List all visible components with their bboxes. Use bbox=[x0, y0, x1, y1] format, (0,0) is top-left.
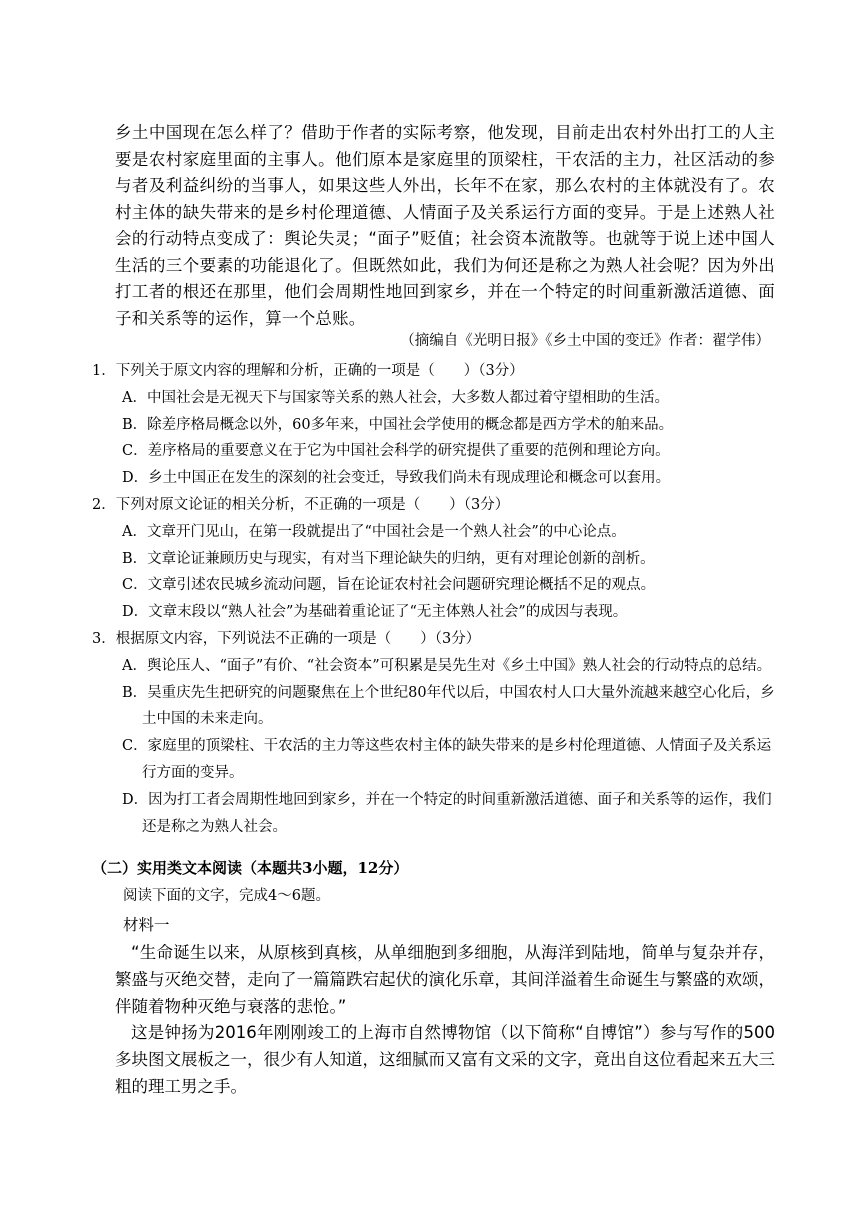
instruction-text: 阅读下面的文字，完成4～6题。 bbox=[123, 888, 330, 904]
question-1 bbox=[92, 358, 782, 492]
option-a[interactable]: A．中国社会是无视天下与国家等关系的熟人社会，大多数人都过着守望相助的生活。 bbox=[122, 389, 669, 406]
source-citation: （摘编自《光明日报》《乡土中国的变迁》作者：翟学伟） bbox=[400, 333, 770, 349]
option-d[interactable]: D．文章末段以“熟人社会”为基础着重论证了“无主体熟人社会”的成因与表现。 bbox=[122, 604, 628, 621]
question-list bbox=[92, 358, 782, 840]
option-b[interactable]: B．除差序格局概念以外，60多年来，中国社会学使用的概念都是西方学术的舶来品。 bbox=[122, 416, 674, 433]
question-stem: 3．根据原文内容，下列说法不正确的一项是（ ）（3分） bbox=[92, 630, 481, 647]
question-2 bbox=[92, 492, 782, 626]
body-paragraph: “生命诞生以来，从原核到真核，从单细胞到多细胞，从海洋到陆地，简单与复杂并存，繁盛与灭绝交替，走向了一篇篇跌宕起伏的演化乐章，其间洋溢着生命诞生与繁盛的欢颂，伴随着物种灭绝与衰落的悲怆。” bbox=[115, 943, 775, 1016]
option-d[interactable]: D．乡土中国正在发生的深刻的社会变迁，导致我们尚未有现成理论和概念可以套用。 bbox=[122, 470, 671, 487]
option-b[interactable]: B．吴重庆先生把研究的问题聚焦在上个世纪80年代以后，中国农村人口大量外流越来越空心化后，乡土中国的未来走向。 bbox=[122, 684, 775, 728]
question-3 bbox=[92, 626, 782, 840]
intro-paragraph: 乡土中国现在怎么样了？借助于作者的实际考察，他发现，目前走出农村外出打工的人主要是农村家庭里面的主事人。他们原本是家庭里的顶梁柱，干农活的主力，社区活动的参与者及利益纠纷的当事人，如果这些人外出，长年不在家，那么农村的主体就没有了。农村主体的缺失带来的是乡村伦理道德、人情面子及关系运行方面的变异。于是上述熟人社会的行动特点变成了：舆论失灵；“面子”贬值；社会资本流散等。也就等于说上述中国人生活的三个要素的功能退化了。但既然如此，我们为何还是称之为熟人社会呢？因为外出打工者的根还在那里，他们会周期性地回到家乡，并在一个特定的时间重新激活道德、面子和关系等的运作，算一个总账。 bbox=[115, 123, 775, 328]
question-stem: 1．下列关于原文内容的理解和分析，正确的一项是（ ）（3分） bbox=[92, 363, 524, 379]
option-a[interactable]: A．舆论压人、“面子”有价、“社会资本”可积累是吴先生对《乡土中国》熟人社会的行动特点的总结。 bbox=[122, 657, 772, 674]
option-c[interactable]: C．文章引述农民城乡流动问题，旨在论证农村社会问题研究理论概括不足的观点。 bbox=[122, 577, 656, 594]
material-title: 材料一 bbox=[123, 916, 170, 934]
option-a[interactable]: A．文章开门见山，在第一段就提出了“中国社会是一个熟人社会”的中心论点。 bbox=[122, 523, 626, 540]
question-stem: 2．下列对原文论证的相关分析，不正确的一项是（ ）（3分） bbox=[92, 496, 510, 513]
option-c[interactable]: C．家庭里的顶梁柱、干农活的主力等这些农村主体的缺失带来的是乡村伦理道德、人情面子及关系运行方面的变异。 bbox=[122, 738, 772, 781]
section-heading: （二）实用类文本阅读（本题共3小题，12分） bbox=[92, 859, 409, 877]
option-b[interactable]: B．文章论证兼顾历史与现实，有对当下理论缺失的归纳，更有对理论创新的剖析。 bbox=[122, 550, 655, 567]
option-d[interactable]: D．因为打工者会周期性地回到家乡，并在一个特定的时间重新激活道德、面子和关系等的运作，我们还是称之为熟人社会。 bbox=[122, 791, 772, 835]
body-paragraph: 这是钟扬为2016年刚刚竣工的上海市自然博物馆（以下简称“自博馆”）参与写作的500多块图文展板之一，很少有人知道，这细腻而又富有文采的文字，竟出自这位看起来五大三粗的理工男之手。 bbox=[115, 1023, 775, 1096]
option-c[interactable]: C．差序格局的重要意义在于它为中国社会科学的研究提供了重要的范例和理论方向。 bbox=[122, 443, 670, 460]
